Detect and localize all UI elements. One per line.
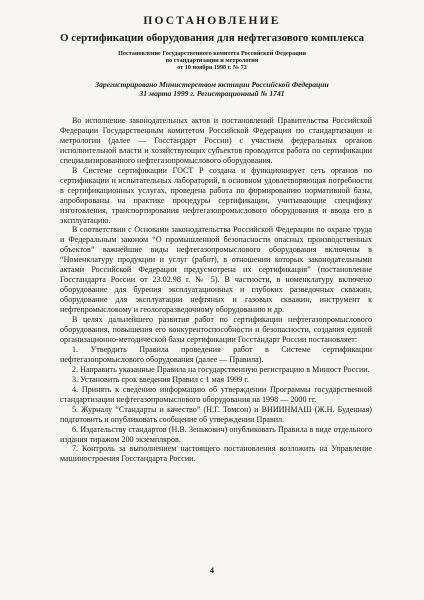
document-title: ПОСТАНОВЛЕНИЕ xyxy=(143,15,281,27)
registration-line: Зарегистрировано Министерством юстиции Российской Федерации xyxy=(95,79,329,89)
page-number: 4 xyxy=(210,566,214,575)
numbered-paragraph: 1. Утвердить Правила проведения работ в Системе сертификации нефтегазопромыслового оборудования (далее — Правила). xyxy=(60,344,372,364)
numbered-paragraph: 4. Принять к сведению информацию об утверждении Программы государственной стандартизации нефтегазопромыслового оборудования на 1998 — 2000 гг. xyxy=(60,384,372,404)
numbered-paragraph: 7. Контроль за выполнением настоящего постановления возложить на Управление машиностроения Госстандарта России. xyxy=(60,444,372,464)
issuer-date-line: от 10 ноября 1998 г. № 73 xyxy=(177,64,247,72)
body-paragraph: В Системе сертификации ГОСТ Р создана и функционирует сеть органов по сертификации и испытательных лабораторий, в основном удовлетворяющая потребности в сертификационных услугах, проведена работа по формированию нормативной базы, апробированы на практике процедуры сертификации, учитывающие специфику изготовления, транспортирования нефтегазопромыслового оборудования и ввода его в эксплуатацию. xyxy=(60,165,372,225)
numbered-paragraph: 3. Установить срок введения Правил с 1 мая 1999 г. xyxy=(72,374,249,384)
body-paragraph: В целях дальнейшего развития работ по сертификации нефтегазопромыслового оборудования, повышения его конкурентоспособности и безопасности, создания единой организационно-методической базы сертификации Госстандарт России постановляет: xyxy=(60,315,372,344)
body-paragraph: Во исполнение законодательных актов и постановлений Правительства Российской Федерации Государственным комитетом Российской Федерации по стандартизации и метрологии (далее — Госстандарт России) с участием федеральных органов исполнительной власти и хозяйствующих субъектов проводится работа по сертификации специализированного нефтегазопромыслового оборудования. xyxy=(60,116,372,165)
numbered-paragraph: 5. Журналу “Стандарты и качество” (Н.Г. Томсон) и ВНИИНМАШ (Ж.Н. Буденная) подготовить и опубликовать сообщение об утверждении Правил. xyxy=(60,404,372,424)
registration-block xyxy=(40,80,384,98)
issuer-line: Постановление Государственного комитета Российской Федерации xyxy=(118,50,306,57)
document-subtitle: О сертификации оборудования для нефтегазового комплекса xyxy=(59,32,365,44)
body-paragraph: В соответствии с Основами законодательства Российской Федерации по охране труда и Федеральным законом “О промышленной безопасности опасных производственных объектов” важнейшие виды нефтегазопромыслового оборудования включены в “Номенклатуру продукции и услуг (работ), в отношении которых законодательными актами Российской Федерации предусмотрена их сертификация” (постановление Госстандарта России от 23.02.98 г. № 5). В частности, в номенклатуру включено оборудование для бурения эксплуатационных и глубоких разведочных скважин, оборудование для эксплуатации нефтяных и газовых скважин, инструмент к нефтепромысловому и геологоразведочному оборудованию и др. xyxy=(60,225,372,315)
numbered-paragraph: 6. Издательству стандартов (Н.В. Зенькович) опубликовать Правила в виде отдельного издания тиражом 200 экземпляров. xyxy=(60,424,372,444)
document-header xyxy=(40,14,384,98)
registration-line: 31 марта 1999 г. Регистрационный № 1741 xyxy=(139,88,285,98)
document-body xyxy=(60,116,372,464)
issuer-line: по стандартизации и метрологии xyxy=(165,57,259,65)
issuer-block xyxy=(40,50,384,72)
numbered-paragraph: 2. Направить указанные Правила на государственную регистрацию в Минюст России. xyxy=(72,364,370,374)
